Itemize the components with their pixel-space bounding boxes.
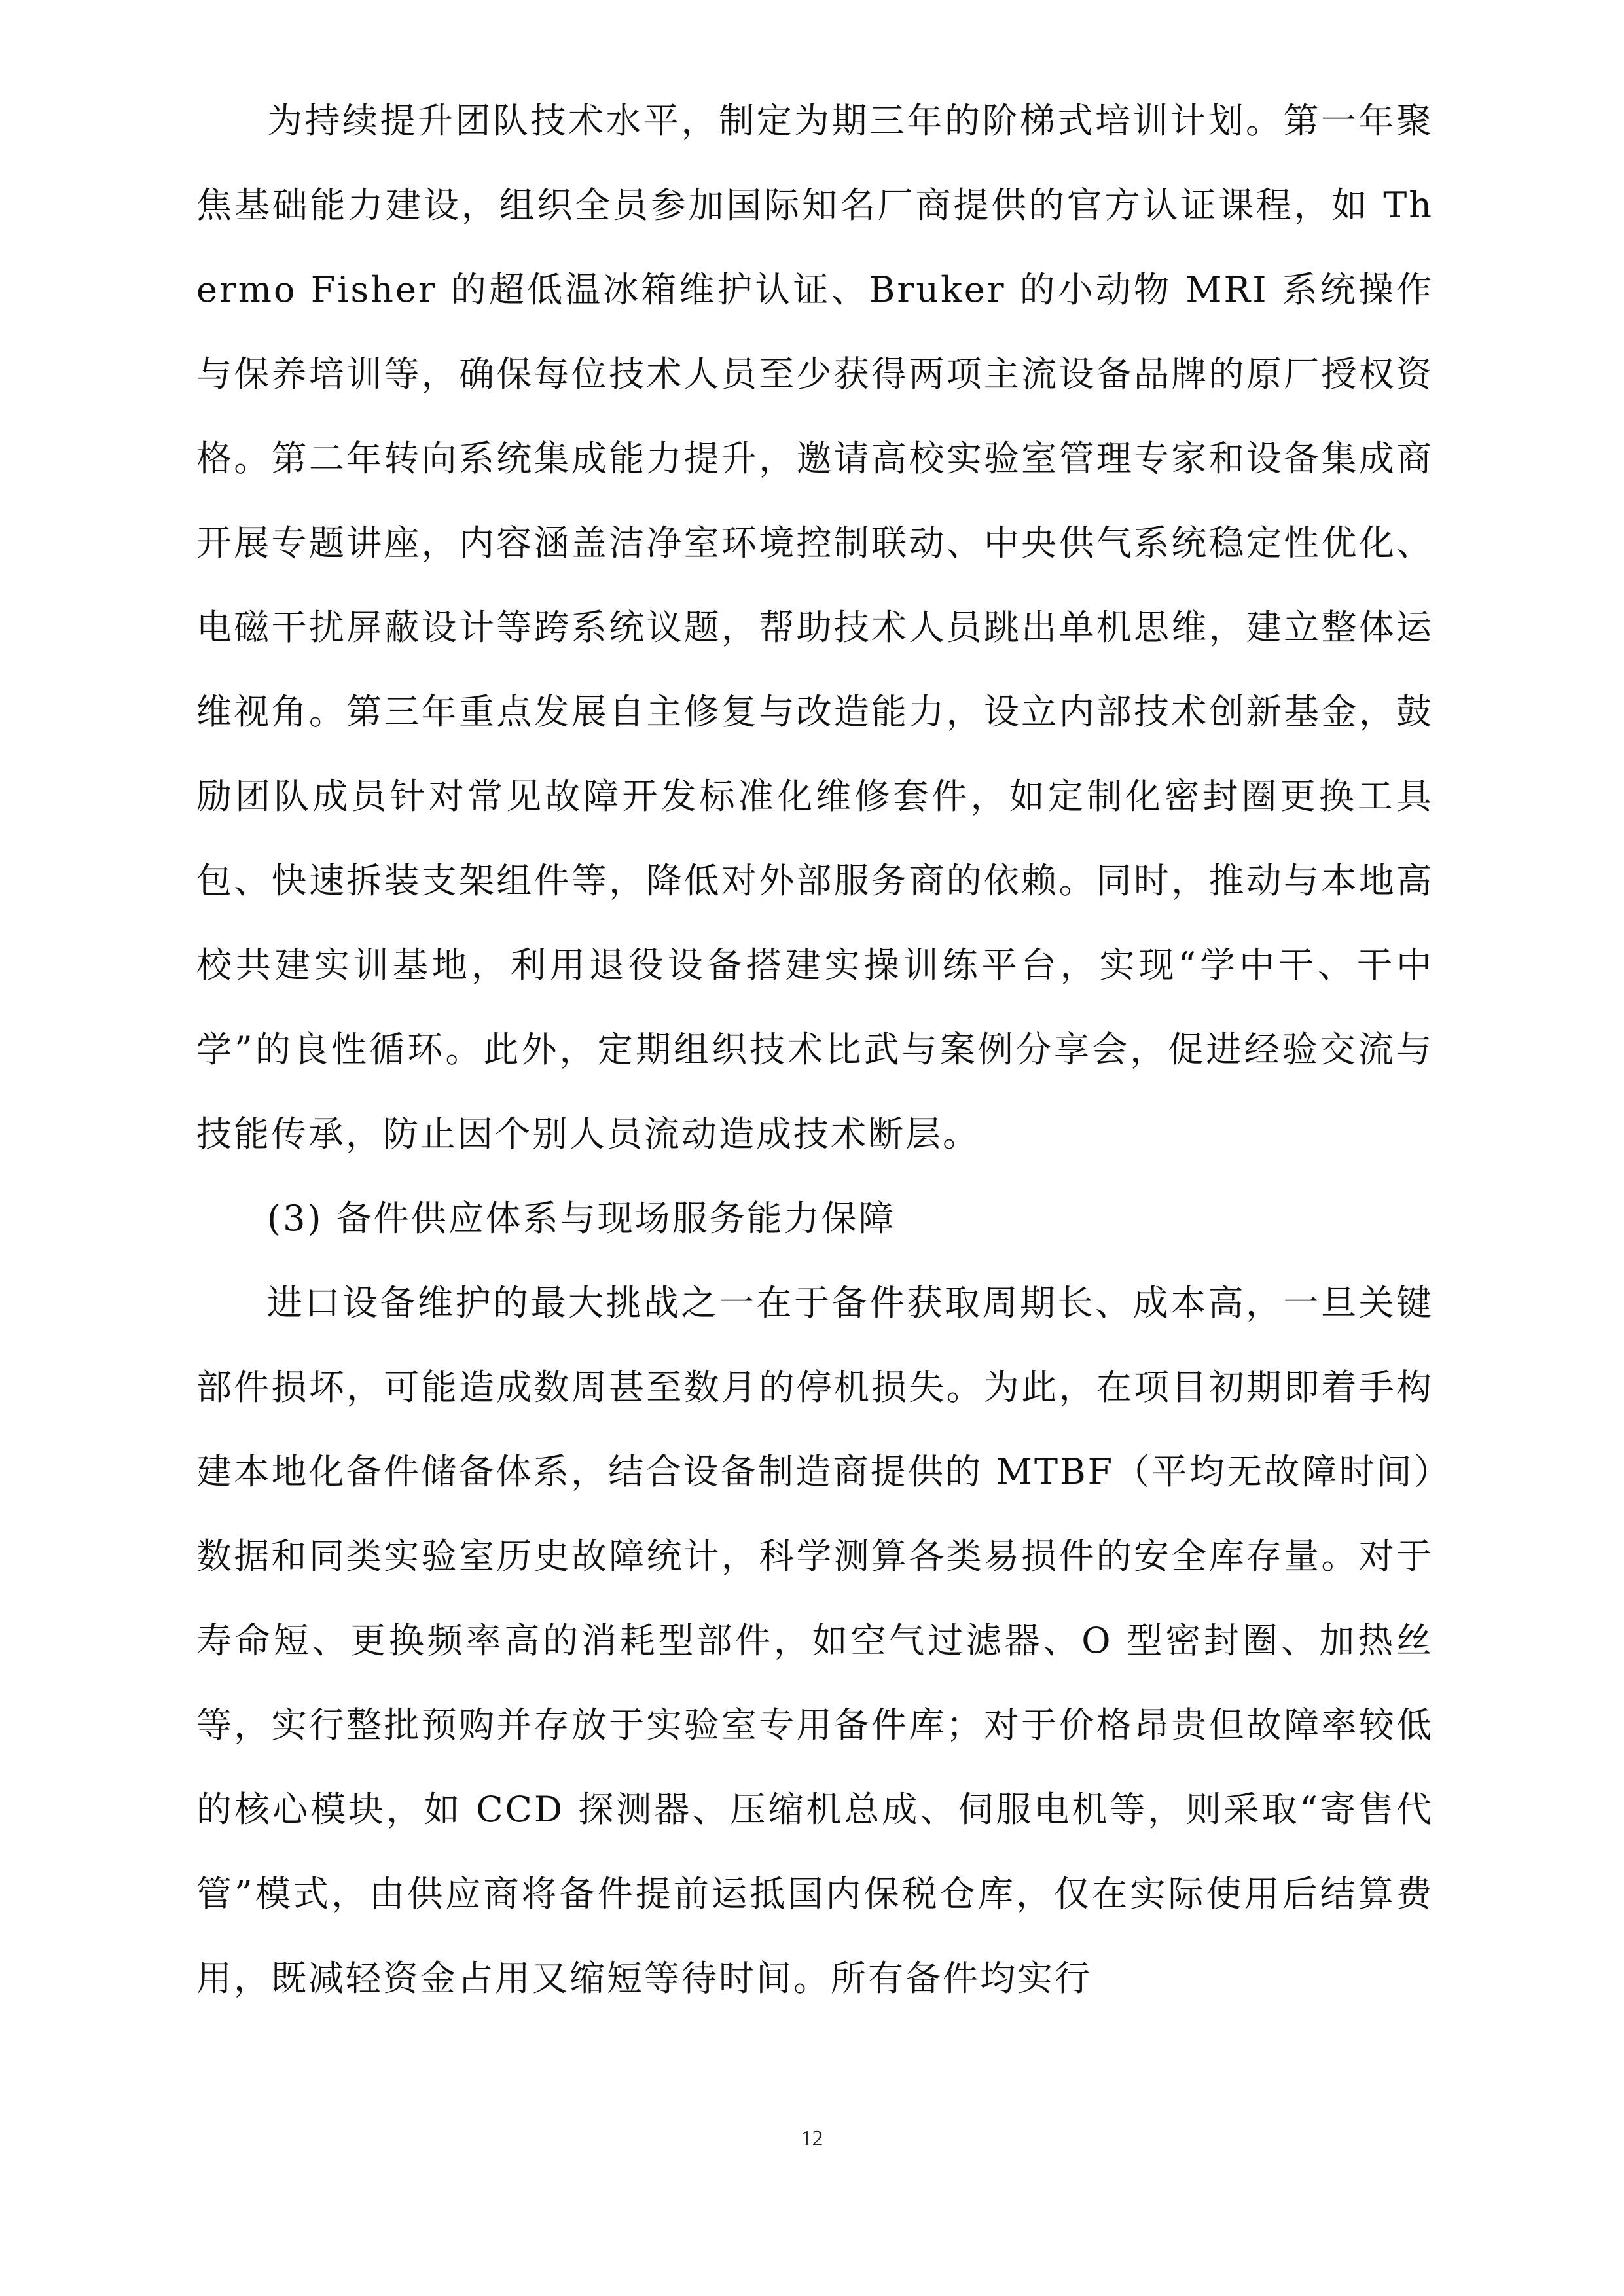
body-text [196, 79, 1434, 2020]
paragraph-training-plan: 为持续提升团队技术水平，制定为期三年的阶梯式培训计划。第一年聚焦基础能力建设，组织全员参加国际知名厂商提供的官方认证课程，如 Thermo Fisher 的超低温冰箱维护认证、Bruker 的小动物 MRI 系统操作与保养培训等，确保每位技术人员至少获得两项主流设备品牌的原厂授权资格。第二年转向系统集成能力提升，邀请高校实验室管理专家和设备集成商开展专题讲座，内容涵盖洁净室环境控制联动、中央供气系统稳定性优化、电磁干扰屏蔽设计等跨系统议题，帮助技术人员跳出单机思维，建立整体运维视角。第三年重点发展自主修复与改造能力，设立内部技术创新基金，鼓励团队成员针对常见故障开发标准化维修套件，如定制化密封圈更换工具包、快速拆装支架组件等，降低对外部服务商的依赖。同时，推动与本地高校共建实训基地，利用退役设备搭建实操训练平台，实现“学中干、干中学”的良性循环。此外，定期组织技术比武与案例分享会，促进经验交流与技能传承，防止因个别人员流动造成技术断层。 [196, 100, 1434, 1155]
paragraph-spare-parts: 进口设备维护的最大挑战之一在于备件获取周期长、成本高，一旦关键部件损坏，可能造成数周甚至数月的停机损失。为此，在项目初期即着手构建本地化备件储备体系，结合设备制造商提供的 MTBF（平均无故障时间）数据和同类实验室历史故障统计，科学测算各类易损件的安全库存量。对于寿命短、更换频率高的消耗型部件，如空气过滤器、O 型密封圈、加热丝等，实行整批预购并存放于实验室专用备件库；对于价格昂贵但故障率较低的核心模块，如 CCD 探测器、压缩机总成、伺服电机等，则采取“寄售代管”模式，由供应商将备件提前运抵国内保税仓库，仅在实际使用后结算费用，既减轻资金占用又缩短等待时间。所有备件均实行 [196, 1282, 1434, 1999]
section-heading: (3) 备件供应体系与现场服务能力保障 [267, 1198, 896, 1239]
page-number: 12 [801, 2126, 823, 2151]
